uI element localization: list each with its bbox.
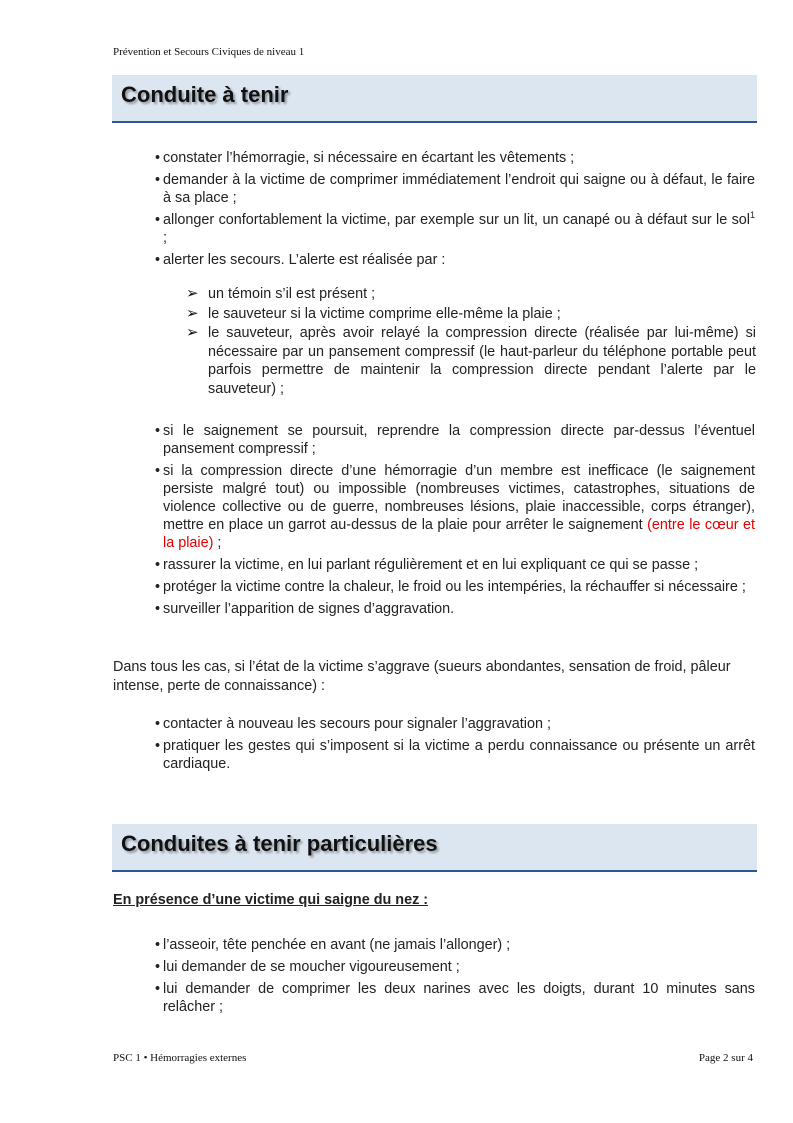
arrow-bullet-icon: ➢ <box>186 324 199 341</box>
conduite-bullets-b <box>155 422 755 622</box>
section-title-text: Conduite à tenir <box>121 82 289 107</box>
list-item: • pratiquer les gestes qui s’imposent si la victime a perdu connaissance ou présente un arrêt cardiaque. <box>155 738 755 772</box>
list-item: • surveiller l’apparition de signes d’aggravation. <box>155 601 455 617</box>
list-item: ➢ un témoin s’il est présent ; <box>186 285 376 302</box>
alert-by-list <box>186 285 756 399</box>
list-item: • rassurer la victime, en lui parlant régulièrement et en lui expliquant ce qui se passe ; <box>155 557 699 573</box>
bullet-glyph: • <box>155 423 161 439</box>
running-header: Prévention et Secours Civiques de niveau 1 <box>113 46 305 58</box>
bullet-glyph: • <box>155 981 161 997</box>
arrow-bullet-icon: ➢ <box>186 304 199 322</box>
list-item: • alerter les secours. L’alerte est réalisée par : <box>155 252 446 268</box>
bullet-glyph: • <box>155 716 161 732</box>
aggravation-bullets <box>155 715 755 777</box>
subheading-nosebleed: En présence d’une victime qui saigne du nez : <box>113 892 429 908</box>
list-item: • si la compression directe d’une hémorragie d’un membre est inefficace (le saignement persiste malgré tout) ou impossible (nombreuses victimes, catastrophes, situations de violence collective ou de guerre, nombreuses lésions, plaie inaccessible, corps étranger), mettre en place un garrot au-dessus de la plaie pour arrêter le saignement (entre le cœur et la plaie) ; <box>155 463 755 551</box>
bullet-glyph: • <box>155 937 161 953</box>
list-item: • protéger la victime contre la chaleur, le froid ou les intempéries, la réchauffer si nécessaire ; <box>155 579 746 595</box>
aggravation-intro: Dans tous les cas, si l’état de la victime s’aggrave (sueurs abondantes, sensation de froid, pâleur intense, perte de connaissance) : <box>113 659 731 694</box>
page-number: Page 2 sur 4 <box>698 1052 753 1064</box>
bullet-glyph: • <box>155 579 161 595</box>
bullet-glyph: • <box>155 601 161 617</box>
arrow-bullet-icon: ➢ <box>186 285 199 302</box>
footnote-marker: 1 <box>749 210 755 221</box>
list-item: ➢ le sauveteur, après avoir relayé la compression directe (réalisée par lui-même) si nécessaire par un pansement compressif (le haut-parleur du téléphone portable peut parfois permettre de maintenir la compression directe pendant l’alerte par le sauveteur) ; <box>186 324 756 397</box>
footer-title: PSC 1 • Hémorragies externes <box>113 1052 247 1064</box>
conduite-bullets-a <box>155 149 755 273</box>
section-title-text: Conduites à tenir particulières <box>121 831 438 856</box>
list-item: • demander à la victime de comprimer immédiatement l’endroit qui saigne ou à défaut, le faire à sa place ; <box>155 172 755 206</box>
bullet-glyph: • <box>155 557 161 573</box>
bullet-glyph: • <box>155 150 161 166</box>
list-item: • l’asseoir, tête penchée en avant (ne jamais l’allonger) ; <box>155 937 511 953</box>
bullet-glyph: • <box>155 463 161 479</box>
section-title-conduite <box>112 75 757 123</box>
list-item: ➢ le sauveteur si la victime comprime elle-même la plaie ; <box>186 304 561 322</box>
list-item: • allonger confortablement la victime, par exemple sur un lit, un canapé ou à défaut sur le sol$^1$ ; <box>155 210 755 246</box>
list-item: • lui demander de comprimer les deux narines avec les doigts, durant 10 minutes sans relâcher ; <box>155 981 755 1015</box>
bullet-glyph: • <box>155 959 161 975</box>
list-item: • constater l’hémorragie, si nécessaire en écartant les vêtements ; <box>155 150 575 166</box>
list-item: • lui demander de se moucher vigoureusement ; <box>155 959 460 975</box>
nosebleed-bullets <box>155 936 755 1020</box>
bullet-glyph: • <box>155 212 161 228</box>
section-title-particulieres <box>112 824 757 872</box>
bullet-glyph: • <box>155 738 161 754</box>
bullet-glyph: • <box>155 172 161 188</box>
list-item: • contacter à nouveau les secours pour signaler l’aggravation ; <box>155 716 551 732</box>
list-item: • si le saignement se poursuit, reprendre la compression directe par-dessus l’éventuel pansement compressif ; <box>155 423 755 457</box>
highlight-text: (entre le cœur et la plaie) <box>163 517 755 551</box>
bullet-glyph: • <box>155 252 161 268</box>
